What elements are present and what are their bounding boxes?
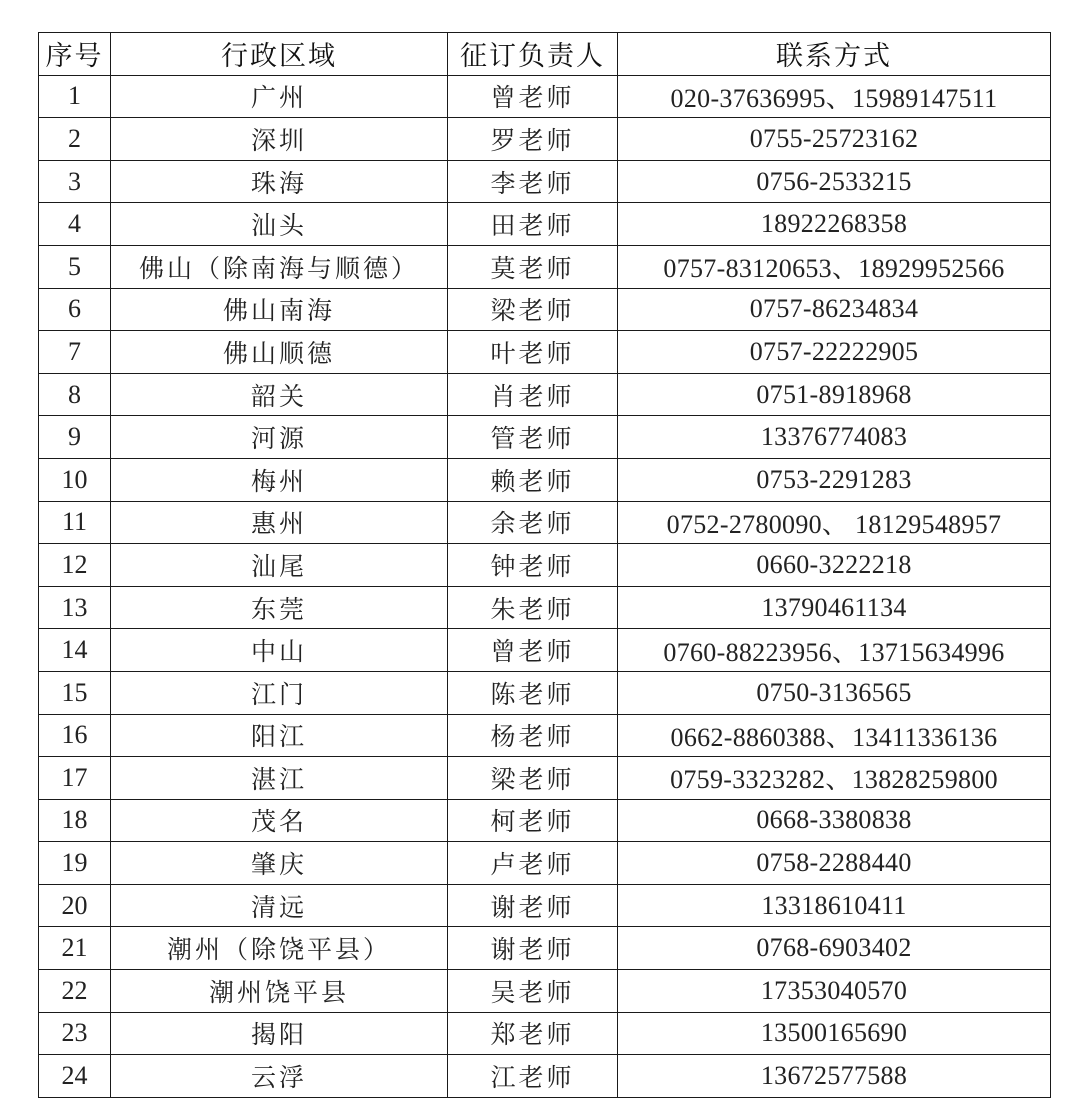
cell-contact: 0758-2288440 xyxy=(618,842,1051,885)
cell-contact: 13500165690 xyxy=(618,1012,1051,1055)
cell-region: 汕头 xyxy=(111,203,448,246)
cell-person: 管老师 xyxy=(448,416,618,459)
table-row xyxy=(39,586,1051,629)
cell-no: 2 xyxy=(39,118,111,161)
table-row xyxy=(39,160,1051,203)
header-region: 行政区域 xyxy=(111,33,448,76)
cell-person: 肖老师 xyxy=(448,373,618,416)
cell-region: 江门 xyxy=(111,671,448,714)
cell-no: 9 xyxy=(39,416,111,459)
table-header-row xyxy=(39,33,1051,76)
table-row xyxy=(39,544,1051,587)
table-row xyxy=(39,203,1051,246)
table-row xyxy=(39,842,1051,885)
table-row xyxy=(39,757,1051,800)
cell-region: 深圳 xyxy=(111,118,448,161)
table-row xyxy=(39,799,1051,842)
table-row xyxy=(39,884,1051,927)
cell-person: 江老师 xyxy=(448,1055,618,1098)
cell-contact: 0757-83120653、18929952566 xyxy=(618,245,1051,288)
contact-table-container xyxy=(38,32,1051,1098)
cell-contact: 0757-86234834 xyxy=(618,288,1051,331)
cell-no: 13 xyxy=(39,586,111,629)
cell-region: 潮州（除饶平县） xyxy=(111,927,448,970)
cell-contact: 0760-88223956、13715634996 xyxy=(618,629,1051,672)
cell-region: 肇庆 xyxy=(111,842,448,885)
table-row xyxy=(39,245,1051,288)
cell-no: 3 xyxy=(39,160,111,203)
cell-region: 梅州 xyxy=(111,458,448,501)
header-person: 征订负责人 xyxy=(448,33,618,76)
cell-region: 揭阳 xyxy=(111,1012,448,1055)
cell-person: 莫老师 xyxy=(448,245,618,288)
cell-contact: 13318610411 xyxy=(618,884,1051,927)
cell-contact: 0750-3136565 xyxy=(618,671,1051,714)
table-row xyxy=(39,373,1051,416)
cell-contact: 0756-2533215 xyxy=(618,160,1051,203)
cell-contact: 0757-22222905 xyxy=(618,331,1051,374)
table-row xyxy=(39,75,1051,118)
cell-no: 21 xyxy=(39,927,111,970)
cell-no: 6 xyxy=(39,288,111,331)
cell-person: 曾老师 xyxy=(448,75,618,118)
cell-no: 4 xyxy=(39,203,111,246)
cell-region: 清远 xyxy=(111,884,448,927)
cell-no: 11 xyxy=(39,501,111,544)
cell-contact: 17353040570 xyxy=(618,970,1051,1013)
table-row xyxy=(39,118,1051,161)
cell-no: 17 xyxy=(39,757,111,800)
cell-region: 韶关 xyxy=(111,373,448,416)
cell-contact: 13672577588 xyxy=(618,1055,1051,1098)
cell-region: 广州 xyxy=(111,75,448,118)
cell-person: 曾老师 xyxy=(448,629,618,672)
cell-no: 8 xyxy=(39,373,111,416)
cell-person: 谢老师 xyxy=(448,884,618,927)
cell-no: 5 xyxy=(39,245,111,288)
cell-no: 14 xyxy=(39,629,111,672)
cell-person: 李老师 xyxy=(448,160,618,203)
cell-region: 湛江 xyxy=(111,757,448,800)
cell-person: 杨老师 xyxy=(448,714,618,757)
cell-contact: 0753-2291283 xyxy=(618,458,1051,501)
cell-person: 田老师 xyxy=(448,203,618,246)
cell-region: 中山 xyxy=(111,629,448,672)
cell-region: 云浮 xyxy=(111,1055,448,1098)
cell-contact: 0662-8860388、13411336136 xyxy=(618,714,1051,757)
table-row xyxy=(39,331,1051,374)
subscription-contact-table xyxy=(38,32,1051,1098)
cell-no: 24 xyxy=(39,1055,111,1098)
cell-contact: 0668-3380838 xyxy=(618,799,1051,842)
header-no: 序号 xyxy=(39,33,111,76)
cell-no: 7 xyxy=(39,331,111,374)
cell-no: 12 xyxy=(39,544,111,587)
cell-person: 谢老师 xyxy=(448,927,618,970)
header-contact: 联系方式 xyxy=(618,33,1051,76)
cell-region: 潮州饶平县 xyxy=(111,970,448,1013)
cell-region: 惠州 xyxy=(111,501,448,544)
cell-no: 22 xyxy=(39,970,111,1013)
cell-no: 1 xyxy=(39,75,111,118)
cell-person: 陈老师 xyxy=(448,671,618,714)
table-row xyxy=(39,671,1051,714)
table-row xyxy=(39,1055,1051,1098)
cell-contact: 0660-3222218 xyxy=(618,544,1051,587)
cell-region: 珠海 xyxy=(111,160,448,203)
cell-contact: 0768-6903402 xyxy=(618,927,1051,970)
table-row xyxy=(39,970,1051,1013)
cell-person: 钟老师 xyxy=(448,544,618,587)
cell-no: 20 xyxy=(39,884,111,927)
table-row xyxy=(39,714,1051,757)
cell-no: 10 xyxy=(39,458,111,501)
table-row xyxy=(39,458,1051,501)
cell-contact: 18922268358 xyxy=(618,203,1051,246)
cell-person: 梁老师 xyxy=(448,288,618,331)
cell-contact: 020-37636995、15989147511 xyxy=(618,75,1051,118)
cell-region: 佛山南海 xyxy=(111,288,448,331)
cell-person: 吴老师 xyxy=(448,970,618,1013)
cell-person: 余老师 xyxy=(448,501,618,544)
cell-person: 朱老师 xyxy=(448,586,618,629)
cell-person: 郑老师 xyxy=(448,1012,618,1055)
table-row xyxy=(39,927,1051,970)
cell-person: 卢老师 xyxy=(448,842,618,885)
cell-no: 15 xyxy=(39,671,111,714)
table-row xyxy=(39,288,1051,331)
cell-contact: 0752-2780090、 18129548957 xyxy=(618,501,1051,544)
cell-no: 16 xyxy=(39,714,111,757)
table-body xyxy=(39,75,1051,1097)
cell-no: 23 xyxy=(39,1012,111,1055)
cell-person: 柯老师 xyxy=(448,799,618,842)
table-row xyxy=(39,629,1051,672)
cell-contact: 0759-3323282、13828259800 xyxy=(618,757,1051,800)
cell-person: 梁老师 xyxy=(448,757,618,800)
cell-region: 佛山（除南海与顺德） xyxy=(111,245,448,288)
cell-region: 汕尾 xyxy=(111,544,448,587)
cell-person: 罗老师 xyxy=(448,118,618,161)
cell-no: 19 xyxy=(39,842,111,885)
cell-no: 18 xyxy=(39,799,111,842)
cell-contact: 13376774083 xyxy=(618,416,1051,459)
cell-contact: 0755-25723162 xyxy=(618,118,1051,161)
cell-region: 东莞 xyxy=(111,586,448,629)
cell-region: 茂名 xyxy=(111,799,448,842)
table-row xyxy=(39,1012,1051,1055)
table-row xyxy=(39,416,1051,459)
cell-contact: 13790461134 xyxy=(618,586,1051,629)
cell-person: 赖老师 xyxy=(448,458,618,501)
cell-region: 佛山顺德 xyxy=(111,331,448,374)
cell-contact: 0751-8918968 xyxy=(618,373,1051,416)
table-row xyxy=(39,501,1051,544)
cell-person: 叶老师 xyxy=(448,331,618,374)
cell-region: 阳江 xyxy=(111,714,448,757)
cell-region: 河源 xyxy=(111,416,448,459)
